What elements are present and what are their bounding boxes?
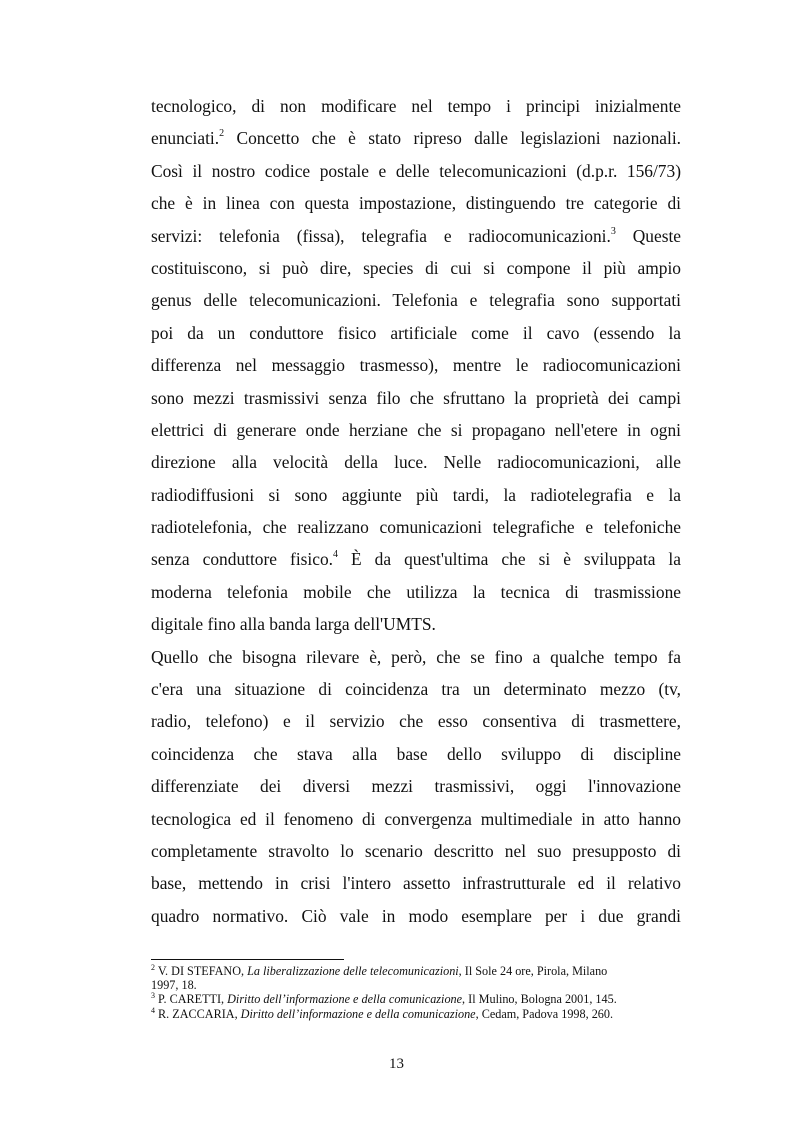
footnote-number: 2 <box>151 963 155 972</box>
body-line-text: genus delle telecomunicazioni. Telefonia e telegrafia sono supportati <box>151 290 681 311</box>
footnote-ref: 3 <box>610 225 616 237</box>
body-line-text: elettrici di generare onde herziane che si propagano nell'etere in ogni <box>151 419 681 440</box>
body-line <box>151 252 681 284</box>
body-line <box>151 414 681 446</box>
body-line-text: c'era una situazione di coincidenza tra un determinato mezzo (tv, <box>151 679 681 700</box>
body-line <box>151 867 681 899</box>
body-line-text: senza conduttore fisico. <box>151 549 334 570</box>
body-line <box>151 705 681 737</box>
footnote-number: 3 <box>151 991 155 1001</box>
footnote-rest: , Il Sole 24 ore, Pirola, Milano <box>458 964 608 978</box>
body-line <box>151 770 681 802</box>
footnote-ref: 4 <box>333 549 339 561</box>
footnote-ref: 2 <box>219 128 225 140</box>
page-number: 13 <box>389 1056 404 1072</box>
footnote-rest: , Il Mulino, Bologna 2001, 145. <box>462 992 617 1007</box>
body-line-text: radiodiffusioni si sono aggiunte più tardi, la radiotelegrafia e la <box>151 484 681 505</box>
body-line-text: radio, telefono) e il servizio che esso consentiva di trasmettere, <box>151 711 681 732</box>
body-line <box>151 122 681 154</box>
body-line <box>151 511 681 543</box>
footnote <box>151 964 681 992</box>
body-line-text: sono mezzi trasmissivi senza filo che sfruttano la proprietà dei campi <box>151 387 681 408</box>
body-line-text: base, mettendo in crisi l'intero assetto infrastrutturale ed il relativo <box>151 873 681 894</box>
body-line <box>151 673 681 705</box>
footnote-title: Diritto dell’informazione e della comunicazione <box>240 1006 476 1021</box>
body-line-text: quadro normativo. Ciò vale in modo esemplare per i due grandi <box>151 905 681 926</box>
body-line <box>151 543 681 575</box>
footnote-author: P. CARETTI, <box>155 992 228 1007</box>
body-line <box>151 317 681 349</box>
body-text <box>151 90 681 932</box>
body-line-text: Queste <box>615 225 682 246</box>
body-line <box>151 155 681 187</box>
body-line <box>151 479 681 511</box>
body-line <box>151 641 681 673</box>
body-line <box>151 349 681 381</box>
body-line <box>151 284 681 316</box>
body-line-text: tecnologico, di non modificare nel tempo i principi inizialmente <box>151 96 681 116</box>
body-line-text: poi da un conduttore fisico artificiale come il cavo (essendo la <box>151 322 681 343</box>
body-line <box>151 738 681 770</box>
body-line-text: enunciati. <box>151 128 220 149</box>
footnote-rest: , Cedam, Padova 1998, 260. <box>475 1006 614 1021</box>
body-line <box>151 576 681 608</box>
footnotes <box>151 964 681 1021</box>
body-line-text: tecnologica ed il fenomeno di convergenza multimediale in atto hanno <box>151 808 681 829</box>
body-line-text: differenza nel messaggio trasmesso), mentre le radiocomunicazioni <box>151 355 681 376</box>
body-line-text: servizi: telefonia (fissa), telegrafia e radiocomunicazioni. <box>151 225 611 246</box>
body-line <box>151 835 681 867</box>
body-line <box>151 803 681 835</box>
footnote-author: R. ZACCARIA, <box>155 1006 241 1021</box>
body-line-text: moderna telefonia mobile che utilizza la tecnica di trasmissione <box>151 581 681 602</box>
footnote <box>151 1007 681 1021</box>
body-line-text: Quello che bisogna rilevare è, però, che se fino a qualche tempo fa <box>151 646 681 667</box>
body-line-text: È da quest'ultima che si è sviluppata la <box>338 549 681 570</box>
body-line-text: radiotelefonia, che realizzano comunicazioni telegrafiche e telefoniche <box>151 517 681 538</box>
footnote <box>151 992 681 1006</box>
body-line <box>151 608 681 640</box>
body-line-text: digitale fino alla banda larga dell'UMTS. <box>151 614 436 635</box>
body-line-text: coincidenza che stava alla base dello sviluppo di discipline <box>151 743 681 764</box>
body-line-text: che è in linea con questa impostazione, distinguendo tre categorie di <box>151 193 681 214</box>
footnote-number: 4 <box>151 1005 155 1015</box>
body-line-text: completamente stravolto lo scenario descritto nel suo presupposto di <box>151 840 681 861</box>
body-line <box>151 90 681 122</box>
body-line-text: costituiscono, si può dire, species di cui si compone il più ampio <box>151 257 681 278</box>
body-line <box>151 220 681 252</box>
body-line-text: direzione alla velocità della luce. Nelle radiocomunicazioni, alle <box>151 452 681 473</box>
body-line-text: Concetto che è stato ripreso dalle legislazioni nazionali. <box>224 128 681 149</box>
body-line <box>151 446 681 478</box>
body-line <box>151 187 681 219</box>
footnote-author: V. DI STEFANO, <box>155 964 248 978</box>
footnote-title: La liberalizzazione delle telecomunicazioni <box>247 964 459 978</box>
body-line-text: Così il nostro codice postale e delle telecomunicazioni (d.p.r. 156/73) <box>151 160 681 181</box>
body-line <box>151 382 681 414</box>
footnote-separator <box>151 959 344 960</box>
body-line <box>151 900 681 932</box>
footnote-title: Diritto dell’informazione e della comunicazione <box>227 992 463 1007</box>
footnote-rest: 1997, 18. <box>151 978 197 993</box>
body-line-text: differenziate dei diversi mezzi trasmissivi, oggi l'innovazione <box>151 776 681 797</box>
